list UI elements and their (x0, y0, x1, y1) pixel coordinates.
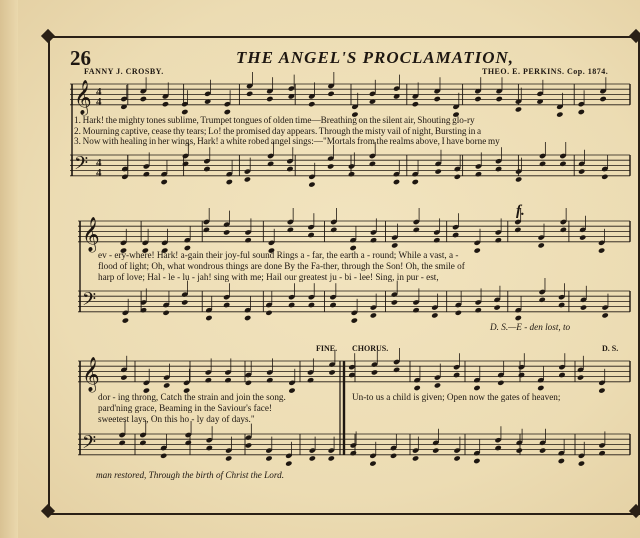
note (454, 174, 461, 180)
note (601, 312, 608, 318)
time-signature: 4 (96, 86, 102, 98)
note (181, 299, 188, 305)
note (309, 455, 316, 461)
note (223, 229, 230, 235)
lyric-line: dor - ing throng, Catch the strain and join the song. (98, 392, 286, 402)
note (308, 181, 315, 187)
bass-clef-icon: 𝄢 (82, 432, 97, 458)
note (327, 91, 334, 97)
note (598, 247, 605, 253)
fine-marking: FINE. (316, 344, 338, 353)
note (493, 304, 500, 310)
note (412, 307, 419, 313)
note (122, 317, 129, 323)
note (539, 447, 546, 453)
note (432, 447, 439, 453)
note (329, 302, 336, 308)
treble-clef-icon: 𝄞 (74, 79, 92, 115)
lyric-line: 3. Now with healing in her wings, Hark! a white robed angel sings:—"Mortals from the realms above, I have borne my (74, 136, 500, 146)
note (455, 310, 462, 316)
note (515, 106, 522, 112)
note (265, 455, 272, 461)
note (577, 374, 584, 380)
lyric-line: harp of love; Hal - le - lu - jah! sing with me; Hail our greatest ju - bi - lee! Sing, in pur - est, (98, 272, 439, 282)
note (435, 168, 442, 174)
ds-lyric: D. S.—E - den lost, to (490, 322, 571, 332)
note (285, 460, 292, 466)
note (307, 377, 314, 383)
note (558, 372, 565, 378)
note (327, 163, 334, 169)
note (330, 227, 337, 233)
note (497, 380, 504, 386)
lyric-line: sweetest lays, On this ho - ly day of days." (98, 414, 255, 424)
note (578, 460, 585, 466)
note (120, 374, 127, 380)
note (371, 369, 378, 375)
note (413, 385, 420, 391)
note (119, 440, 126, 446)
note (598, 387, 605, 393)
note (308, 302, 315, 308)
lyric-line: pard'ning grace, Beaming in the Saviour's face! (98, 403, 272, 413)
note (434, 382, 441, 388)
note (185, 440, 192, 446)
chorus-marking: CHORUS. (352, 344, 389, 353)
note (598, 450, 605, 456)
note (246, 91, 253, 97)
note (390, 453, 397, 459)
note (558, 302, 565, 308)
note (412, 179, 419, 185)
note (579, 234, 586, 240)
note (265, 310, 272, 316)
note (431, 312, 438, 318)
note (266, 377, 273, 383)
note (267, 161, 274, 167)
note (514, 227, 521, 233)
lyric-line: 2. Mourning captive, cease thy tears; Lo! the promised day appears. Through the misty vail of night, Bursting in a (74, 126, 482, 136)
note (558, 458, 565, 464)
note (413, 227, 420, 233)
note (515, 315, 522, 321)
note (328, 369, 335, 375)
note (223, 302, 230, 308)
note (162, 101, 169, 107)
note (139, 440, 146, 446)
ds-lyric: man restored, Through the birth of Christ the Lord. (96, 470, 285, 480)
note (140, 96, 147, 102)
hymn-title: THE ANGEL'S PROCLAMATION, (236, 48, 514, 67)
note (162, 310, 169, 316)
note (539, 297, 546, 303)
chorus-lyric: Un-to us a child is given; Open now the gates of heaven; (352, 392, 561, 402)
note (350, 450, 357, 456)
note (203, 227, 210, 233)
note (453, 455, 460, 461)
note (537, 385, 544, 391)
lyric-line: 1. Hark! the mighty tones sublime, Trumpet tongues of olden time—Breathing on the silent air, Shouting glo-ry (74, 115, 475, 125)
note (143, 171, 150, 177)
note (286, 166, 293, 172)
note (433, 237, 440, 243)
time-signature: 4 (96, 167, 102, 179)
note (205, 315, 212, 321)
author-credit: FANNY J. CROSBY. (84, 67, 164, 76)
note (601, 174, 608, 180)
note (226, 179, 233, 185)
note (539, 161, 546, 167)
note (224, 377, 231, 383)
note (182, 161, 189, 167)
note (391, 242, 398, 248)
note (559, 161, 566, 167)
note (473, 458, 480, 464)
note (287, 227, 294, 233)
note (245, 442, 252, 448)
note (515, 176, 522, 182)
note (370, 312, 377, 318)
note (434, 96, 441, 102)
note (205, 377, 212, 383)
note (495, 237, 502, 243)
note (473, 385, 480, 391)
note (266, 96, 273, 102)
note (369, 460, 376, 466)
note (369, 161, 376, 167)
note (244, 176, 251, 182)
note (370, 237, 377, 243)
note (474, 96, 481, 102)
note (244, 315, 251, 321)
page-number: 26 (70, 46, 91, 70)
note (160, 179, 167, 185)
note (391, 299, 398, 305)
composer-credit: THEO. E. PERKINS. Cop. 1874. (482, 67, 609, 76)
note (206, 445, 213, 451)
note (516, 447, 523, 453)
treble-clef-icon: 𝄞 (82, 216, 100, 252)
note (518, 372, 525, 378)
note (288, 302, 295, 308)
note (578, 109, 585, 115)
note (244, 237, 251, 243)
note (203, 166, 210, 172)
note (160, 453, 167, 459)
note (453, 372, 460, 378)
note (475, 171, 482, 177)
note (452, 232, 459, 238)
bass-clef-icon: 𝄢 (74, 153, 89, 179)
note (560, 227, 567, 233)
note (412, 101, 419, 107)
note (599, 96, 606, 102)
note (556, 111, 563, 117)
time-signature: 4 (96, 96, 102, 108)
note (474, 247, 481, 253)
note (225, 455, 232, 461)
note (495, 166, 502, 172)
ds-marking: D. S. (602, 344, 619, 353)
note (307, 232, 314, 238)
lyric-line: ev - ery-where! Hark! a-gain their joy-ful sound Rings a - far, the earth a - round; While a vast, a - (98, 250, 459, 260)
bass-clef-icon: 𝄢 (82, 289, 97, 315)
note (496, 96, 503, 102)
note (328, 455, 335, 461)
note (348, 171, 355, 177)
note (163, 382, 170, 388)
note (245, 380, 252, 386)
note (351, 317, 358, 323)
dynamic-forte: f. (516, 203, 525, 219)
note (308, 101, 315, 107)
note (580, 304, 587, 310)
note (348, 372, 355, 378)
note (288, 387, 295, 393)
note (475, 307, 482, 313)
note (393, 179, 400, 185)
time-signature: 4 (96, 157, 102, 169)
lyric-line: flood of light; Oh, what wondrous things are done By the Fa-ther, through the Son! Oh, the smile of (98, 261, 465, 271)
note (412, 455, 419, 461)
treble-clef-icon: 𝄞 (82, 356, 100, 392)
note (494, 445, 501, 451)
note (393, 367, 400, 373)
note (538, 242, 545, 248)
note (578, 168, 585, 174)
